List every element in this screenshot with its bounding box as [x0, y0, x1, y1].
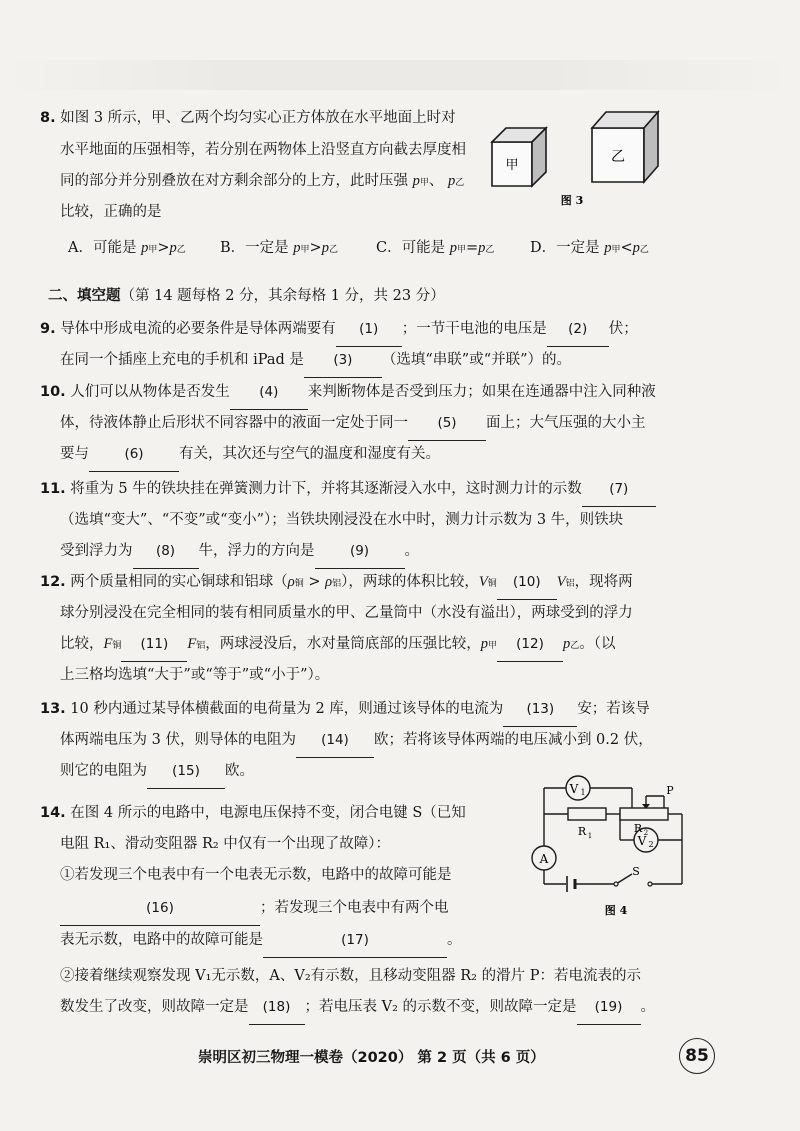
q10-text: 要与 [60, 446, 89, 462]
blank-13[interactable]: (13) [503, 694, 577, 727]
switch-contact [648, 882, 652, 886]
cube-yi [592, 112, 658, 182]
option-a [68, 236, 186, 257]
blank-12[interactable]: (12) [497, 629, 563, 662]
q13-text: 体两端电压为 3 伏，则导体的电阻为 [60, 732, 296, 748]
section-title-text: 二、填空题 [48, 288, 121, 304]
rheostat-r2 [620, 808, 668, 820]
q8-text: 同的部分并分别叠放在对方剩余部分的上方，此时压强 [60, 173, 408, 189]
q14-text: 表无示数，电路中的故障可能是 [60, 932, 263, 948]
switch-pivot [614, 882, 618, 886]
switch-label: S [632, 865, 640, 878]
subscript: 铜 [294, 579, 304, 589]
q11-text: 将重为 5 牛的铁块挂在弹簧测力计下，并将其逐渐浸入水中，这时测力计的示数 [70, 481, 582, 497]
symbol-p: p [563, 636, 571, 652]
q8-text: 比较，正确的是 [60, 204, 162, 220]
q8-text: 水平地面的压强相等，若分别在两物体上沿竖直方向截去厚度相 [60, 142, 466, 158]
cube-jia-label: 甲 [505, 158, 519, 173]
q8-number: 8. [40, 110, 56, 126]
blank-1[interactable]: (1) [336, 314, 402, 347]
blank-9[interactable]: (9) [315, 536, 405, 569]
subscript: 乙 [485, 245, 495, 255]
v1-label: V [569, 782, 579, 796]
subscript: 乙 [176, 245, 186, 255]
blank-14[interactable]: (14) [296, 725, 374, 758]
option-label: D．一定是 [530, 240, 600, 256]
q12-line1 [40, 567, 633, 601]
figure-3-caption: 图 3 [560, 194, 584, 207]
q11-line1 [40, 474, 656, 507]
figure-4-caption: 图 4 [604, 904, 628, 917]
q10-line2 [60, 408, 646, 441]
q11-text: （选填“变大”、“不变”或“变小”）；当铁块刚浸没在水中时，测力计示数为 3 牛，则铁块 [60, 512, 624, 528]
q13-text: 安；若该导 [577, 701, 650, 717]
q14-text: 。 [640, 999, 656, 1015]
separator: 、 [428, 173, 444, 189]
relation: > [157, 240, 170, 256]
q14-text: ②接着继续观察发现 V₁无示数，A、V₂有示数，且移动变阻器 R₂ 的滑片 P：若电流表的示 [60, 968, 641, 984]
circuit-wires [544, 788, 682, 884]
page-badge: 85 [679, 1038, 715, 1074]
q14-text: 在图 4 所示的电路中，电源电压保持不变，闭合电键 S（已知 [70, 805, 466, 821]
subscript: 铝 [196, 641, 206, 651]
q13-line2 [60, 725, 653, 758]
symbol-v: V [556, 574, 566, 590]
q14-line3 [60, 860, 452, 892]
q13-text: 欧。 [225, 763, 254, 779]
q9-line1 [40, 314, 638, 347]
q10-text: 人们可以从物体是否发生 [70, 384, 230, 400]
q9-text: 导体中形成电流的必要条件是导体两端要有 [60, 321, 336, 337]
battery-icon [567, 876, 575, 892]
option-label: C．可能是 [376, 240, 446, 256]
relation: = [465, 240, 479, 256]
q8-options [68, 236, 668, 260]
q12-text: 两个质量相同的实心铜球和铝球（ [70, 574, 288, 590]
q8-line4 [60, 197, 162, 229]
q14-text: ；若发现三个电表中有两个电 [260, 900, 449, 916]
v1-sub: 1 [580, 788, 586, 797]
blank-18[interactable]: (18) [249, 992, 305, 1025]
q13-line1 [40, 694, 650, 727]
q14-text: ；若电压表 V₂ 的示数不变，则故障一定是 [304, 999, 577, 1015]
q14-line6 [60, 961, 641, 993]
symbol-p: p [632, 240, 640, 256]
q13-text: 则它的电阻为 [60, 763, 147, 779]
q14-line5 [60, 925, 462, 958]
q12-text: ，两球浸没后，水对量筒底部的压强比较， [205, 636, 481, 652]
symbol-p: p [447, 173, 456, 189]
q9-text: 在同一个插座上充电的手机和 iPad 是 [60, 352, 304, 368]
q12-number: 12. [40, 574, 66, 590]
relation: < [620, 240, 633, 256]
q11-number: 11. [40, 481, 66, 497]
q10-number: 10. [40, 384, 66, 400]
v2-label: V [637, 834, 647, 848]
subscript: 甲 [300, 245, 310, 255]
subscript: 乙 [455, 178, 465, 188]
subscript: 铜 [112, 641, 122, 651]
q12-text: 上三格均选填“大于”或“等于”或“小于”）。 [60, 667, 330, 683]
symbol-rho: ρ [287, 574, 295, 590]
q12-line3 [60, 629, 616, 663]
q9-text: 伏； [608, 321, 638, 337]
subscript: 甲 [611, 245, 621, 255]
symbol-p: p [141, 240, 149, 256]
subscript: 铜 [487, 579, 497, 589]
blank-10[interactable]: (10) [497, 567, 557, 600]
blank-15[interactable]: (15) [147, 756, 225, 789]
q12-line4 [60, 660, 329, 692]
q11-text: 受到浮力为 [60, 543, 133, 559]
blank-8[interactable]: (8) [133, 536, 199, 569]
q12-text: 。（以 [579, 636, 616, 652]
q14-text: 电阻 R₁、滑动变阻器 R₂ 中仅有一个出现了故障）： [60, 836, 391, 852]
q11-line3 [60, 536, 419, 569]
ammeter-label: A [539, 852, 549, 866]
r2-sub: 2 [643, 829, 649, 837]
r1-sub: 1 [587, 832, 593, 840]
q12-text: 比较， [60, 636, 104, 652]
blank-4[interactable]: (4) [230, 377, 308, 410]
symbol-f: F [103, 636, 113, 652]
option-c [376, 236, 494, 257]
q14-text: 。 [447, 932, 462, 948]
blank-5[interactable]: (5) [408, 408, 486, 441]
symbol-v: V [478, 574, 488, 590]
figure-4-circuit [524, 774, 694, 924]
blank-3[interactable]: (3) [304, 345, 382, 378]
q10-line1 [40, 377, 656, 410]
q12-line2 [60, 598, 633, 630]
slider-label: P [666, 784, 674, 797]
figure-3-cubes [488, 104, 678, 214]
symbol-f: F [187, 636, 197, 652]
option-b [220, 236, 338, 257]
bleed-through-shadow [0, 60, 800, 90]
q12-text: 球分别浸没在完全相同的装有相同质量水的甲、乙量筒中（水没有溢出），两球受到的浮力 [60, 605, 633, 621]
blank-6[interactable]: (6) [89, 439, 179, 472]
cube-yi-label: 乙 [611, 149, 625, 165]
symbol-p: p [169, 240, 177, 256]
option-d [530, 236, 649, 257]
q8-line1 [40, 103, 456, 135]
relation: > [309, 240, 322, 256]
q10-text: 体，待液体静止后形状不同容器中的液面一定处于同一 [60, 415, 408, 431]
symbol-rho: ρ [325, 574, 333, 590]
q14-text: 数发生了改变，则故障一定是 [60, 999, 249, 1015]
q14-text: ①若发现三个电表中有一个电表无示数，电路中的故障可能是 [60, 867, 452, 883]
r2-label: R [633, 822, 643, 835]
blank-16[interactable]: (16) [60, 893, 260, 926]
q14-number: 14. [40, 805, 66, 821]
subscript: 乙 [570, 641, 580, 651]
blank-2[interactable]: (2) [547, 314, 609, 347]
subscript: 铝 [565, 579, 575, 589]
symbol-p: p [480, 636, 488, 652]
section-note: （第 14 题每格 2 分，其余每格 1 分，共 23 分） [120, 288, 445, 304]
resistor-r1 [568, 808, 606, 820]
q14-line2 [60, 829, 390, 861]
subscript: 甲 [419, 178, 429, 188]
q9-text: ；一节干电池的电压是 [401, 321, 547, 337]
q12-text: ，现将两 [574, 574, 633, 590]
r1-label: R [577, 825, 587, 838]
subscript: 铝 [332, 579, 342, 589]
section-title [48, 284, 445, 305]
q10-text: 面上；大气压强的大小主 [486, 415, 646, 431]
q13-number: 13. [40, 701, 66, 717]
blank-11[interactable]: (11) [121, 629, 187, 662]
blank-17[interactable]: (17) [263, 925, 447, 958]
blank-7[interactable]: (7) [582, 474, 656, 507]
v2-sub: 2 [648, 840, 654, 849]
subscript: 乙 [639, 245, 649, 255]
page-footer: 崇明区初三物理一模卷（2020） 第 2 页（共 6 页） [198, 1050, 545, 1066]
subscript: 乙 [328, 245, 338, 255]
q10-text: 有关，其次还与空气的温度和湿度有关。 [179, 446, 440, 462]
q8-line3 [60, 166, 464, 200]
q11-text: 牛，浮力的方向是 [198, 543, 315, 559]
symbol-p: p [604, 240, 612, 256]
option-label: B．一定是 [220, 240, 289, 256]
q10-text: 来判断物体是否受到压力；如果在连通器中注入同种液 [307, 384, 656, 400]
subscript: 甲 [456, 245, 466, 255]
q14-line7 [60, 992, 655, 1025]
q11-line2 [60, 505, 623, 537]
q12-text: ），两球的体积比较， [341, 574, 479, 590]
relation: > [303, 574, 326, 590]
symbol-p: p [478, 240, 486, 256]
q8-line2 [60, 135, 466, 167]
q13-line3 [60, 756, 254, 789]
q8-text: 如图 3 所示，甲、乙两个均匀实心正方体放在水平地面上时对 [60, 110, 456, 126]
cube-jia [492, 128, 546, 186]
symbol-p: p [293, 240, 301, 256]
symbol-p: p [449, 240, 457, 256]
q9-line2 [60, 345, 571, 378]
q14-line1 [40, 798, 466, 830]
option-label: A．可能是 [68, 240, 137, 256]
subscript: 甲 [488, 641, 498, 651]
subscript: 甲 [148, 245, 158, 255]
q13-text: 10 秒内通过某导体横截面的电荷量为 2 库，则通过该导体的电流为 [70, 701, 504, 717]
blank-19[interactable]: (19) [577, 992, 641, 1025]
q9-text: （选填“串联”或“并联”）的。 [381, 352, 572, 368]
q10-line3 [60, 439, 440, 472]
symbol-p: p [412, 173, 420, 189]
q9-number: 9. [40, 321, 56, 337]
q11-text: 。 [404, 543, 419, 559]
q14-line4 [60, 893, 449, 926]
symbol-p: p [321, 240, 329, 256]
q13-text: 欧；若将该导体两端的电压减小到 0.2 伏， [373, 732, 653, 748]
